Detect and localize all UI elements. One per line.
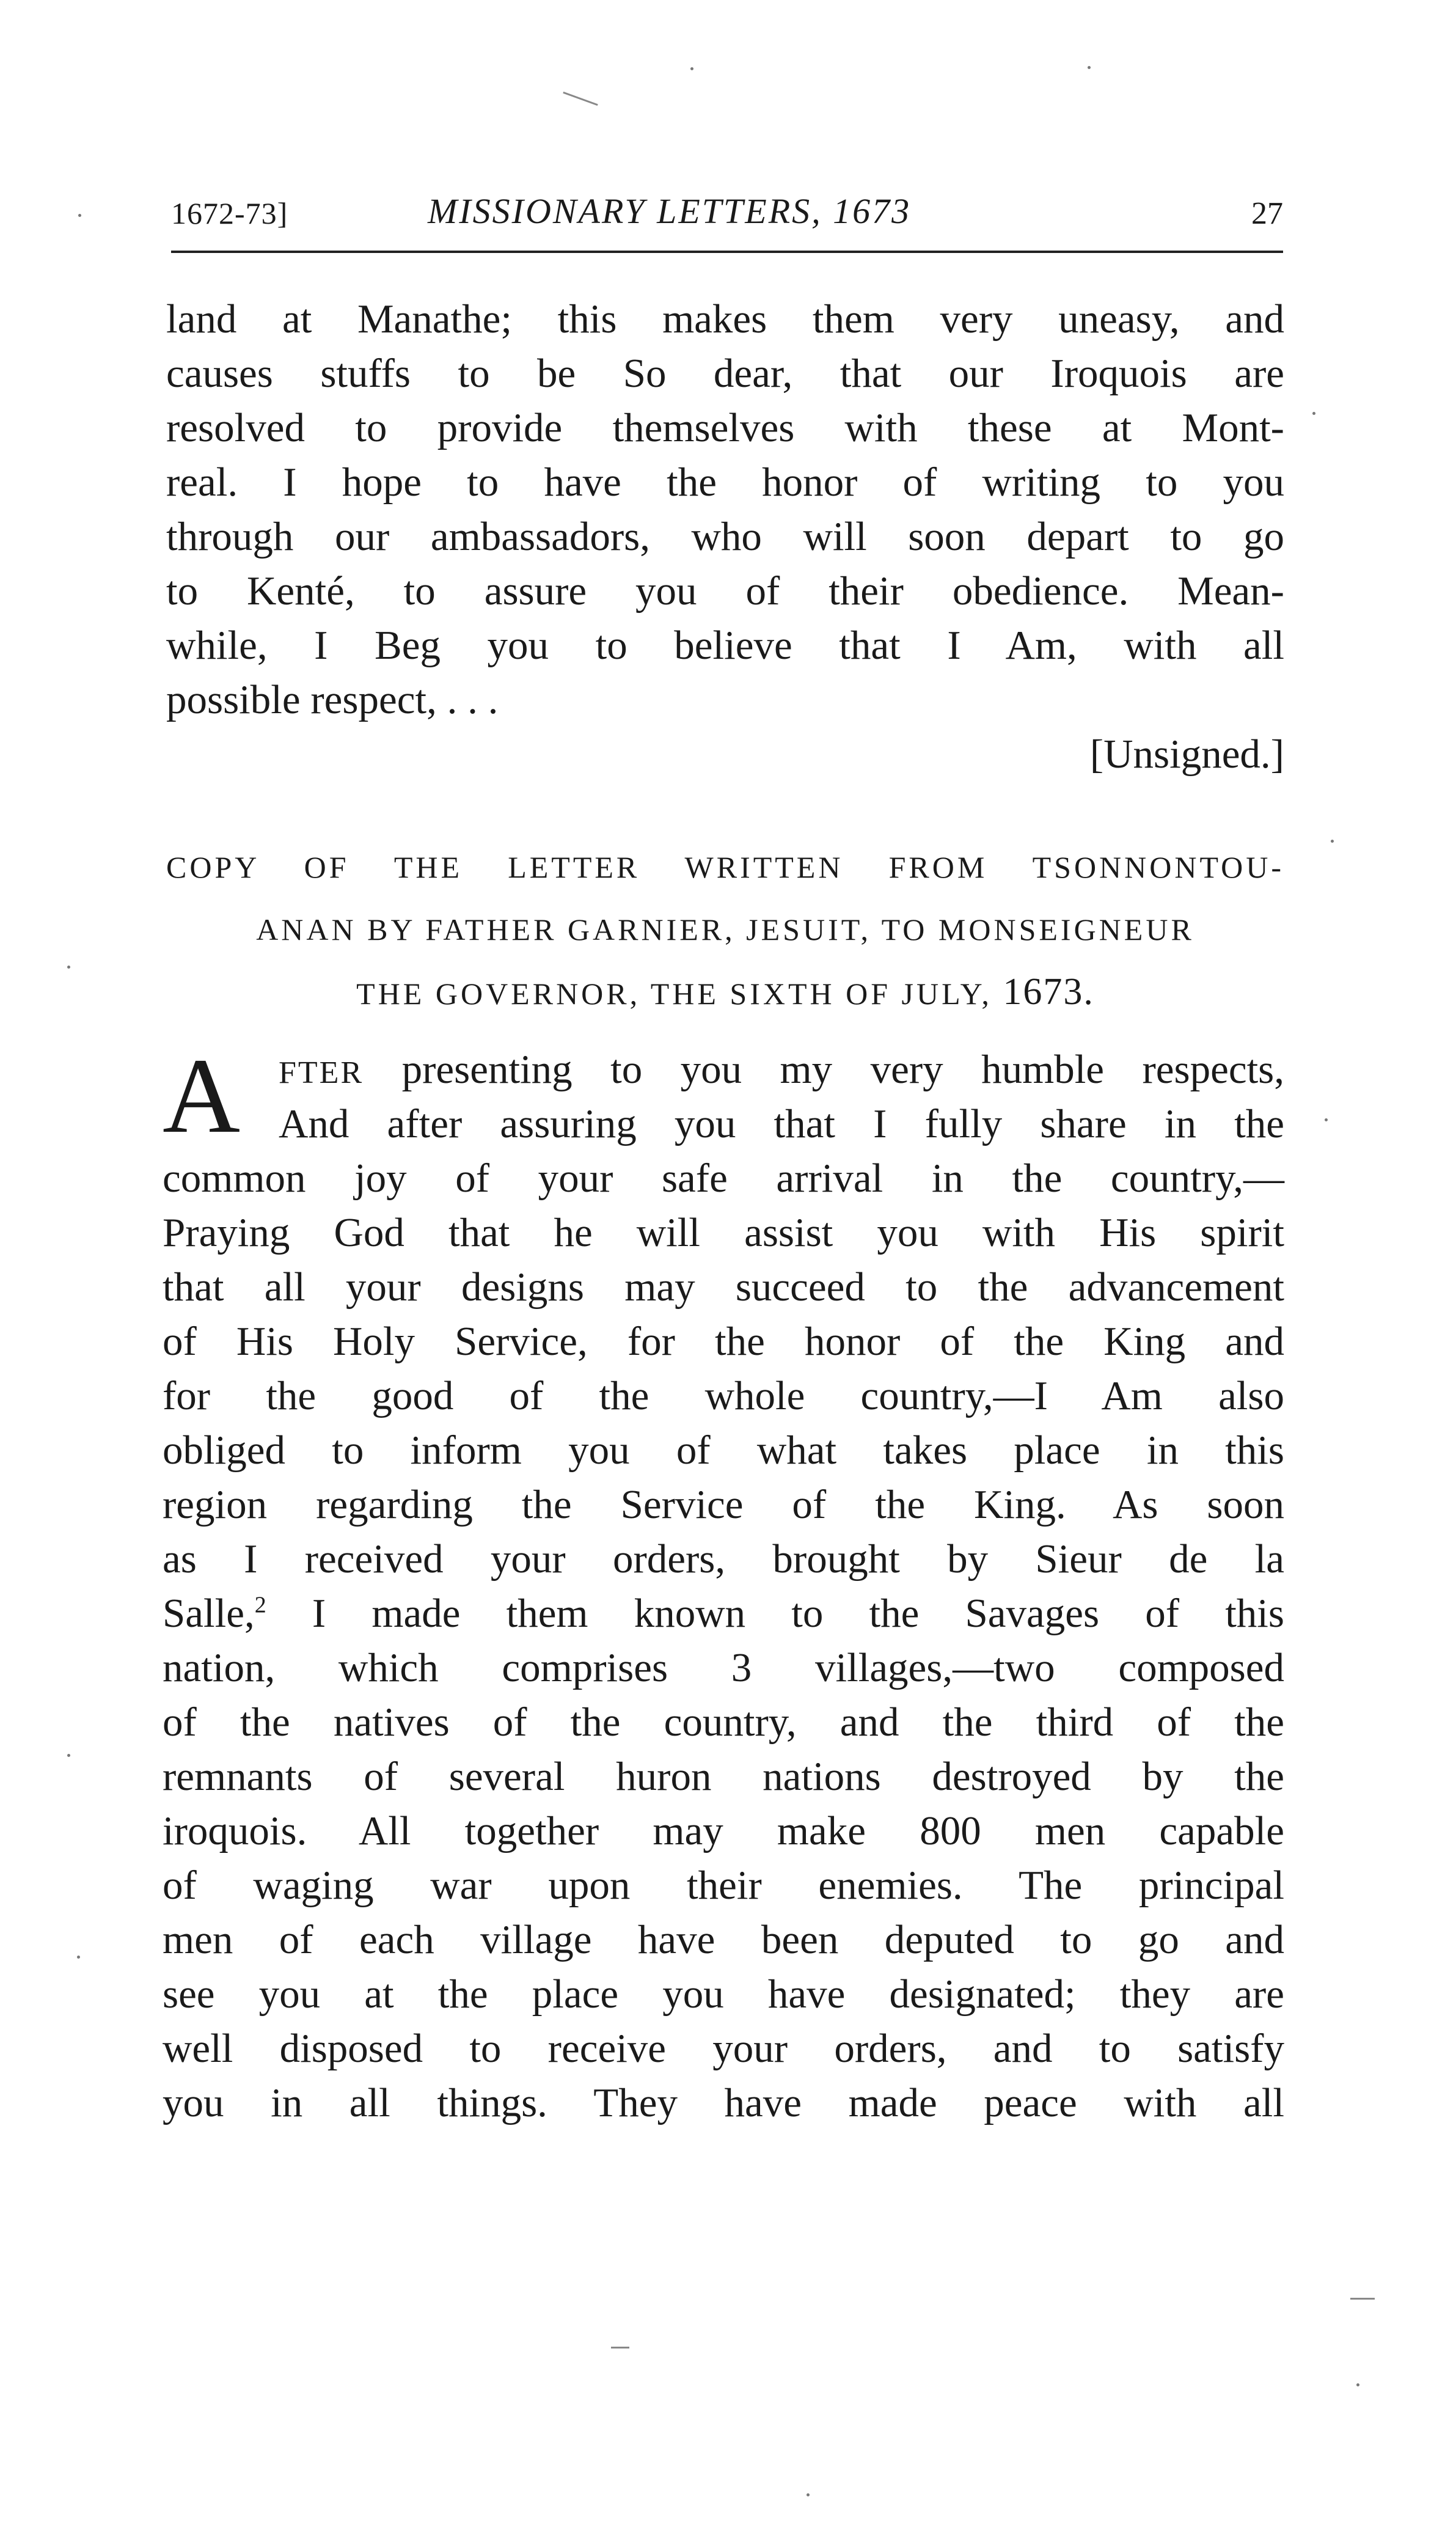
scan-mark [1350,2298,1375,2300]
text-line: causes stuffs to be So dear, that our Iroquois are [166,351,1284,396]
text-line: region regarding the Service of the King. As soon [163,1482,1284,1527]
text-line: of waging war upon their enemies. The principal [163,1863,1284,1908]
scan-speck [67,966,70,969]
text-line: of the natives of the country, and the third of the [163,1700,1284,1745]
text-line [163,1043,1284,1097]
text-line: as I received your orders, brought by Sieur de la [163,1536,1284,1582]
text-line: remnants of several huron nations destroyed by the [163,1754,1284,1799]
text-line [163,1586,1284,1641]
scan-speck [690,67,693,70]
running-head [171,191,1283,246]
letter-heading [166,836,1284,1023]
text-line: see you at the place you have designated; they are [163,1971,1284,2017]
scan-speck [1331,840,1334,843]
heading-line-text: THE GOVERNOR, THE SIXTH OF JULY, [356,977,992,1011]
scan-speck [807,2493,810,2496]
header-rule [171,251,1283,253]
text-line: that all your designs may succeed to the advancement [163,1264,1284,1310]
text-line: while, I Beg you to believe that I Am, with all [166,623,1284,668]
text-line: you in all things. They have made peace with all [163,2080,1284,2125]
scan-mark [563,92,598,106]
text-line: Praying God that he will assist you with His spirit [163,1210,1284,1255]
drop-cap: A [163,1036,241,1156]
text-line: And after assuring you that I fully share in the [279,1101,1284,1146]
text-line: common joy of your safe arrival in the country,— [163,1156,1284,1201]
text-line: iroquois. All together may make 800 men capable [163,1808,1284,1854]
text-fragment: I made them known to the Savages of this [266,1591,1284,1636]
text-line: well disposed to receive your orders, and to satisfy [163,2026,1284,2071]
scan-speck [1325,1118,1328,1121]
scan-speck [78,214,81,217]
scan-speck [67,1754,70,1757]
continued-letter-paragraph [166,292,1284,782]
text-line: nation, which comprises 3 villages,—two composed [163,1645,1284,1690]
small-caps-opening: FTER [279,1055,364,1090]
heading-line: ANAN BY FATHER GARNIER, JESUIT, TO MONSEIGNEUR [256,912,1194,947]
scan-speck [1312,412,1315,415]
text-line: possible respect, . . . [166,677,499,722]
text-line: of His Holy Service, for the honor of the King and [163,1319,1284,1364]
footnote-marker: 2 [254,1592,266,1618]
scan-mark [611,2347,629,2348]
signature-unsigned: [Unsigned.] [1089,732,1284,777]
text-line: for the good of the whole country,—I Am also [163,1373,1284,1418]
text-fragment: presenting to you my very humble respects, [401,1047,1285,1092]
scan-speck [1356,2383,1359,2386]
text-line: through our ambassadors, who will soon depart to go [166,514,1284,559]
running-head-years: 1672-73] [171,196,288,230]
heading-year: 1673. [1003,971,1094,1013]
page-number: 27 [1251,196,1283,231]
text-line: land at Manathe; this makes them very uneasy, and [166,296,1284,342]
running-head-title: MISSIONARY LETTERS, 1673 [428,191,912,231]
text-fragment: Salle, [163,1591,255,1636]
text-line: resolved to provide themselves with these at Mont- [166,405,1284,450]
text-line: men of each village have been deputed to go and [163,1917,1284,1962]
text-line: to Kenté, to assure you of their obedience. Mean- [166,568,1284,614]
letter-body [163,1036,1285,2130]
text-line: obliged to inform you of what takes place in this [163,1428,1284,1473]
heading-line: COPY OF THE LETTER WRITTEN FROM TSONNONTOU- [166,850,1284,884]
scan-speck [1088,66,1091,69]
text-line: real. I hope to have the honor of writing to you [166,460,1284,505]
scan-speck [77,1956,80,1959]
heading-line [166,961,1284,1023]
